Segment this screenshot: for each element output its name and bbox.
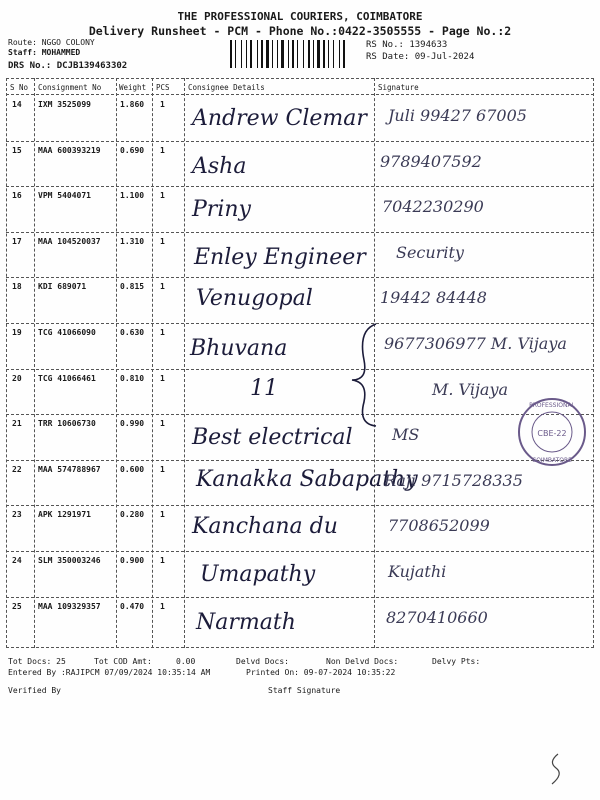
barcode-bar [259, 40, 260, 68]
barcode-bar [315, 40, 316, 68]
verified-by: Verified By [8, 686, 61, 695]
row-signature: Security [396, 242, 464, 262]
row-pcs: 1 [160, 328, 165, 337]
barcode [230, 40, 360, 68]
col-consignment: Consignment No [38, 83, 102, 92]
row-weight: 0.280 [120, 510, 145, 520]
row-weight: 0.690 [120, 145, 145, 155]
rs-date: RS Date: 09-Jul-2024 [366, 52, 475, 62]
barcode-bar [343, 40, 345, 68]
row-consignee: Kanakka Sabapathy [196, 466, 418, 492]
barcode-bar [266, 40, 269, 68]
runsheet-title: Delivery Runsheet - PCM - Phone No.:0422-3505555 - Page No.:2 [88, 24, 512, 38]
row-signature: 9789407592 [380, 151, 482, 171]
barcode-bar [339, 40, 340, 68]
barcode-bar [285, 40, 287, 68]
margin-mark [544, 752, 568, 788]
row-consignee: Kanchana du [192, 514, 338, 540]
tot-cod-value: 0.00 [176, 657, 196, 666]
row-sno: 25 [12, 601, 22, 611]
row-pcs: 1 [160, 191, 165, 201]
row-consignment-no: MAA 104520037 [38, 236, 101, 246]
barcode-bar [243, 40, 245, 68]
row-consignment-no: MAA 600393219 [38, 145, 101, 155]
svg-text:COIMBATORE: COIMBATORE [532, 457, 572, 464]
row-weight: 0.815 [120, 282, 145, 292]
printed-on: Printed On: 09-07-2024 10:35:22 [246, 668, 396, 677]
barcode-bar [279, 40, 280, 68]
barcode-bar [257, 40, 258, 68]
barcode-bar [250, 40, 252, 68]
col-consignee: Consignee Details [188, 83, 265, 92]
barcode-bar [308, 40, 310, 68]
barcode-bar [317, 40, 320, 68]
barcode-bar [253, 40, 256, 68]
non-delvd-docs: Non Delvd Docs: [326, 657, 399, 666]
barcode-bar [237, 40, 240, 68]
row-divider [6, 597, 594, 598]
row-sno: 20 [12, 373, 22, 383]
barcode-bar [292, 40, 294, 68]
row-consignee: Umapathy [200, 562, 316, 587]
barcode-bar [264, 40, 265, 68]
row-pcs: 1 [160, 236, 165, 246]
route-label: Route: NGGO COLONY [8, 38, 95, 47]
row-sno: 19 [12, 328, 22, 337]
row-sno: 17 [12, 236, 22, 246]
barcode-bar [261, 40, 263, 68]
barcode-bar [233, 40, 234, 68]
barcode-bar [299, 40, 302, 68]
barcode-bar [330, 40, 332, 68]
row-consignee: Priny [192, 197, 251, 223]
barcode-bar [295, 40, 296, 68]
row-pcs: 1 [160, 601, 165, 611]
row-sno: 16 [12, 191, 22, 201]
row-divider [6, 141, 594, 142]
row-consignment-no: KDI 689071 [38, 282, 87, 292]
row-consignee: Enley Engineer [194, 244, 366, 270]
col-weight: Weight [119, 83, 147, 92]
barcode-bar [305, 40, 307, 68]
barcode-bar [272, 40, 273, 68]
delvd-docs: Delvd Docs: [236, 657, 289, 666]
row-weight: 1.310 [120, 236, 145, 246]
row-pcs: 1 [160, 145, 165, 155]
svg-text:PROFESSIONAL: PROFESSIONAL [529, 402, 575, 409]
row-pcs: 1 [160, 419, 165, 429]
col-pcs: PCS [156, 83, 170, 92]
barcode-bar [313, 40, 314, 68]
row-pcs: 1 [160, 556, 165, 565]
barcode-bar [230, 40, 232, 68]
row-sno: 14 [12, 100, 22, 109]
barcode-bar [333, 40, 334, 68]
barcode-bar [281, 40, 284, 68]
svg-text:CBE-22: CBE-22 [537, 429, 567, 438]
row-divider [6, 186, 594, 187]
row-divider [6, 414, 594, 415]
row-signature: Juli 99427 67005 [388, 106, 527, 125]
barcode-bar [270, 40, 271, 68]
row-sno: 15 [12, 145, 22, 155]
tot-cod-label: Tot COD Amt: [94, 657, 152, 666]
row-sno: 24 [12, 556, 22, 565]
bracket-mark [346, 320, 386, 430]
row-weight: 0.990 [120, 419, 145, 429]
row-pcs: 1 [160, 464, 165, 474]
row-sno: 18 [12, 282, 22, 292]
row-consignment-no: APK 1291971 [38, 510, 91, 520]
rs-number: RS No.: 1394633 [366, 40, 448, 50]
row-signature: 7708652099 [388, 516, 490, 536]
barcode-bar [303, 40, 304, 68]
barcode-bar [248, 40, 249, 68]
col-sno: S No [10, 83, 29, 92]
row-consignee: Narmath [196, 609, 296, 635]
row-sno: 22 [12, 464, 22, 474]
staff-label: Staff: MOHAMMED [8, 48, 81, 57]
barcode-bar [277, 40, 278, 68]
row-signature: Kujathi [388, 562, 447, 581]
row-weight: 0.600 [120, 464, 145, 474]
row-pcs: 1 [160, 282, 165, 292]
barcode-bar [246, 40, 247, 68]
delvy-pts: Delvy Pts: [432, 657, 481, 666]
row-consignment-no: TCG 41066090 [38, 328, 96, 337]
company-name: THE PROFESSIONAL COURIERS, COIMBATORE [177, 10, 423, 23]
row-consignee: Andrew Clemar [192, 106, 367, 131]
row-signature: 7042230290 [382, 197, 484, 217]
row-consignee: Venugopal [196, 286, 313, 312]
barcode-bar [335, 40, 338, 68]
row-consignee: Bhuvana [190, 336, 288, 361]
row-weight: 0.810 [120, 373, 145, 383]
barcode-bar [288, 40, 289, 68]
row-consignment-no: MAA 109329357 [38, 601, 101, 611]
row-weight: 0.900 [120, 556, 145, 565]
barcode-bar [341, 40, 342, 68]
row-consignment-no: SLM 350003246 [38, 556, 101, 565]
row-consignment-no: TRR 10606730 [38, 419, 96, 429]
row-weight: 1.860 [120, 100, 145, 109]
row-divider [6, 369, 594, 370]
staff-signature: Staff Signature [268, 686, 341, 695]
barcode-bar [321, 40, 322, 68]
row-consignee: Best electrical [192, 425, 353, 451]
row-signature: 8270410660 [386, 607, 488, 627]
row-pcs: 1 [160, 373, 165, 383]
col-signature: Signature [378, 83, 419, 92]
row-consignment-no: TCG 41066461 [38, 373, 96, 383]
barcode-bar [274, 40, 276, 68]
row-weight: 0.470 [120, 601, 145, 611]
row-sno: 21 [12, 419, 22, 429]
row-weight: 0.630 [120, 328, 145, 337]
row-consignment-no: MAA 574788967 [38, 464, 101, 474]
row-weight: 1.100 [120, 191, 145, 201]
row-signature: M. Vijaya [432, 379, 509, 399]
row-divider [6, 323, 594, 324]
row-sno: 23 [12, 510, 22, 520]
drs-number: DRS No.: DCJB139463302 [8, 61, 128, 71]
row-divider [6, 277, 594, 278]
barcode-bar [326, 40, 327, 68]
barcode-bar [290, 40, 291, 68]
entered-by: Entered By :RAJIPCM 07/09/2024 10:35:14 AM [8, 668, 211, 677]
barcode-bar [241, 40, 242, 68]
tot-docs: Tot Docs: 25 [8, 657, 66, 666]
row-divider [6, 551, 594, 552]
row-divider [6, 505, 594, 506]
row-pcs: 1 [160, 510, 165, 520]
barcode-bar [328, 40, 329, 68]
row-consignment-no: IXM 3525099 [38, 100, 91, 109]
row-divider [6, 232, 594, 233]
row-divider [6, 460, 594, 461]
barcode-bar [235, 40, 236, 68]
row-consignee: Asha [192, 153, 247, 179]
row-signature: MS [392, 425, 420, 445]
row-signature: 9677306977 M. Vijaya [384, 334, 567, 353]
company-seal [516, 396, 588, 468]
barcode-bar [297, 40, 298, 68]
row-pcs: 1 [160, 100, 165, 109]
row-consignee: 11 [250, 375, 278, 401]
row-signature: 19442 84448 [380, 288, 487, 308]
row-signature: Raji 9715728335 [384, 470, 523, 490]
barcode-bar [323, 40, 325, 68]
row-consignment-no: VPM 5404071 [38, 191, 91, 201]
barcode-bar [311, 40, 312, 68]
